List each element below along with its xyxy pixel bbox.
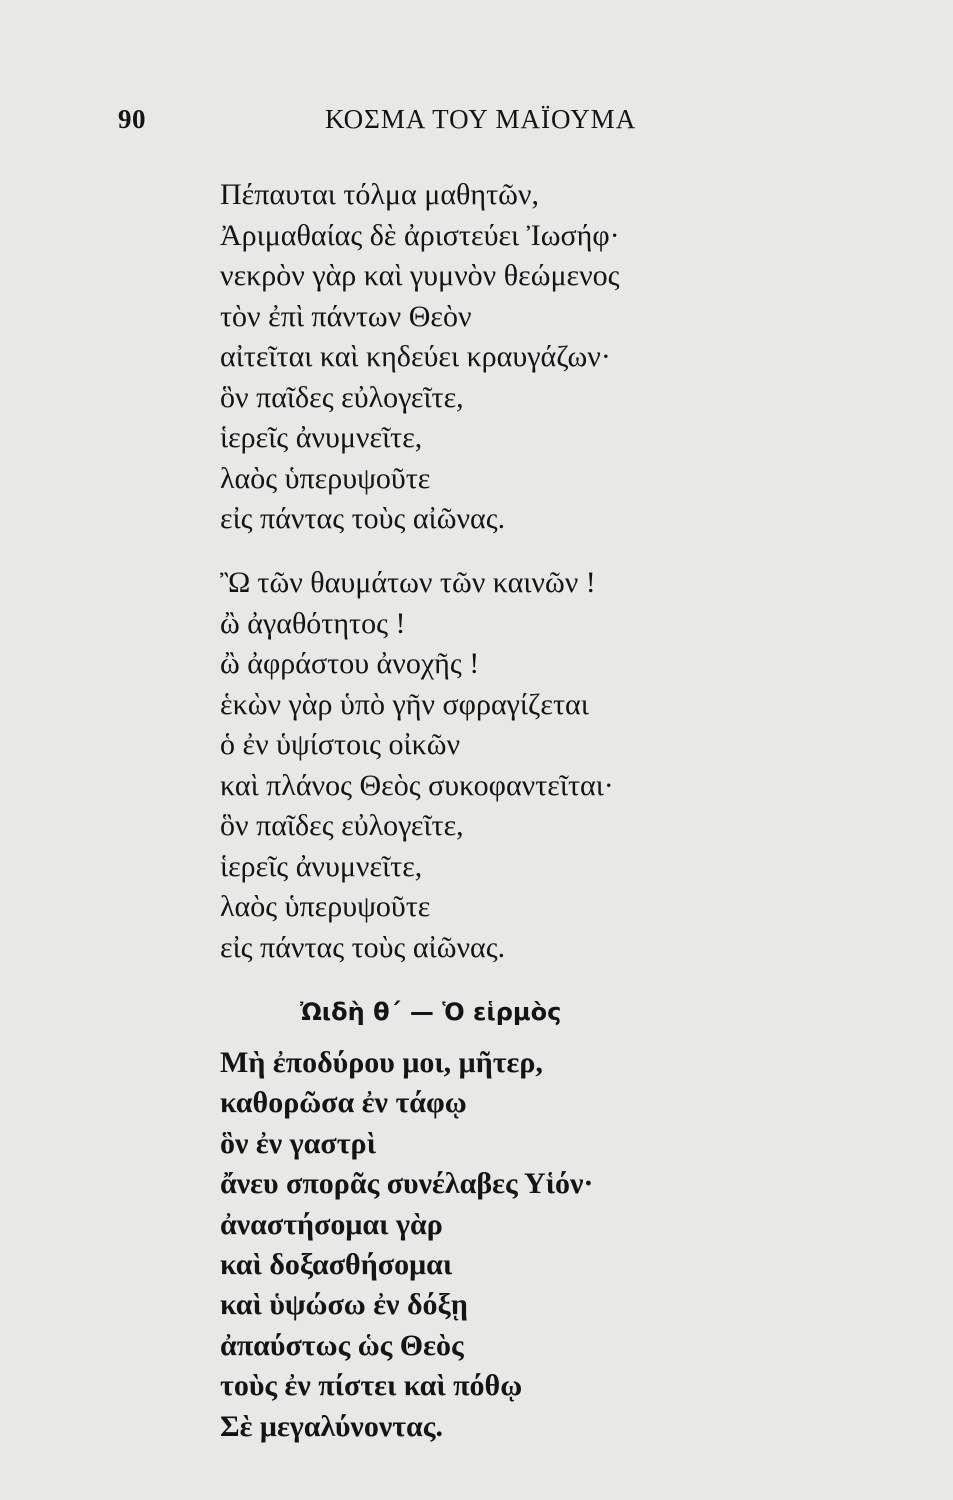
verse-line: ἀναστήσομαι γὰρ — [220, 1207, 443, 1241]
verse-line: καθορῶσα ἐν τάφῳ — [220, 1086, 467, 1120]
page-number: 90 — [118, 104, 146, 134]
verse-line: ὢ ἀφράστου ἀνοχῆς ! — [220, 647, 480, 680]
ode-heading: Ὠιδὴ θ´ — Ὁ εἱρμὸς — [300, 998, 562, 1026]
verse-line: ὁ ἐν ὑψίστοις οἰκῶν — [220, 728, 461, 761]
stanza-2 — [220, 568, 860, 973]
running-title: ΚΟΣΜΑ ΤΟΥ ΜΑΪΟΥΜΑ — [325, 104, 637, 134]
verse-line: Ὢ τῶν θαυμάτων τῶν καινῶν ! — [220, 566, 596, 599]
verse-line: λαὸς ὑπερυψοῦτε — [220, 461, 431, 495]
verse-line: Πέπαυται τόλμα μαθητῶν, — [220, 178, 539, 211]
verse-line: Σὲ μεγαλύνοντας. — [220, 1409, 443, 1443]
verse-line: ἀπαύστως ὡς Θεὸς — [220, 1328, 464, 1362]
verse-line: ἱερεῖς ἀνυμνεῖτε, — [220, 849, 423, 883]
verse-line: καὶ δοξασθήσομαι — [220, 1247, 453, 1281]
verse-line: ὢ ἀγαθότητος ! — [220, 606, 406, 640]
verse-line: τοὺς ἐν πίστει καὶ πόθῳ — [220, 1369, 523, 1403]
verse-line: λαὸς ὑπερυψοῦτε — [220, 890, 431, 923]
verse-line: ἱερεῖς ἀνυμνεῖτε, — [220, 421, 423, 454]
verse-line: νεκρὸν γὰρ καὶ γυμνὸν θεώμενος — [220, 259, 620, 292]
page-header — [0, 104, 953, 144]
verse-line: καὶ πλάνος Θεὸς συκοφαντεῖται· — [220, 768, 614, 802]
verse-line: Ἀριμαθαίας δὲ ἀριστεύει Ἰωσήφ· — [220, 218, 620, 252]
verse-line: ἄνευ σπορᾶς συνέλαβες Υἱόν· — [220, 1167, 594, 1201]
verse-line: εἰς πάντας τοὺς αἰῶνας. — [220, 502, 506, 535]
verse-line: Μὴ ἐποδύρου μοι, μῆτερ, — [220, 1046, 543, 1079]
verse-line: ὃν ἐν γαστρὶ — [220, 1126, 376, 1160]
verse-line: ἑκὼν γὰρ ὑπὸ γῆν σφραγίζεται — [220, 687, 589, 721]
verse-line: καὶ ὑψώσω ἐν δόξῃ — [220, 1288, 468, 1322]
verse-line: αἰτεῖται καὶ κηδεύει κραυγάζων· — [220, 340, 611, 373]
verse-line: ὃν παῖδες εὐλογεῖτε, — [220, 380, 464, 414]
verse-line: τὸν ἐπὶ πάντων Θεὸν — [220, 299, 472, 333]
stanza-3-heirmos — [220, 1048, 860, 1452]
verse-line: ὃν παῖδες εὐλογεῖτε, — [220, 809, 464, 842]
verse-line: εἰς πάντας τοὺς αἰῶνας. — [220, 930, 506, 964]
stanza-1 — [220, 180, 860, 545]
